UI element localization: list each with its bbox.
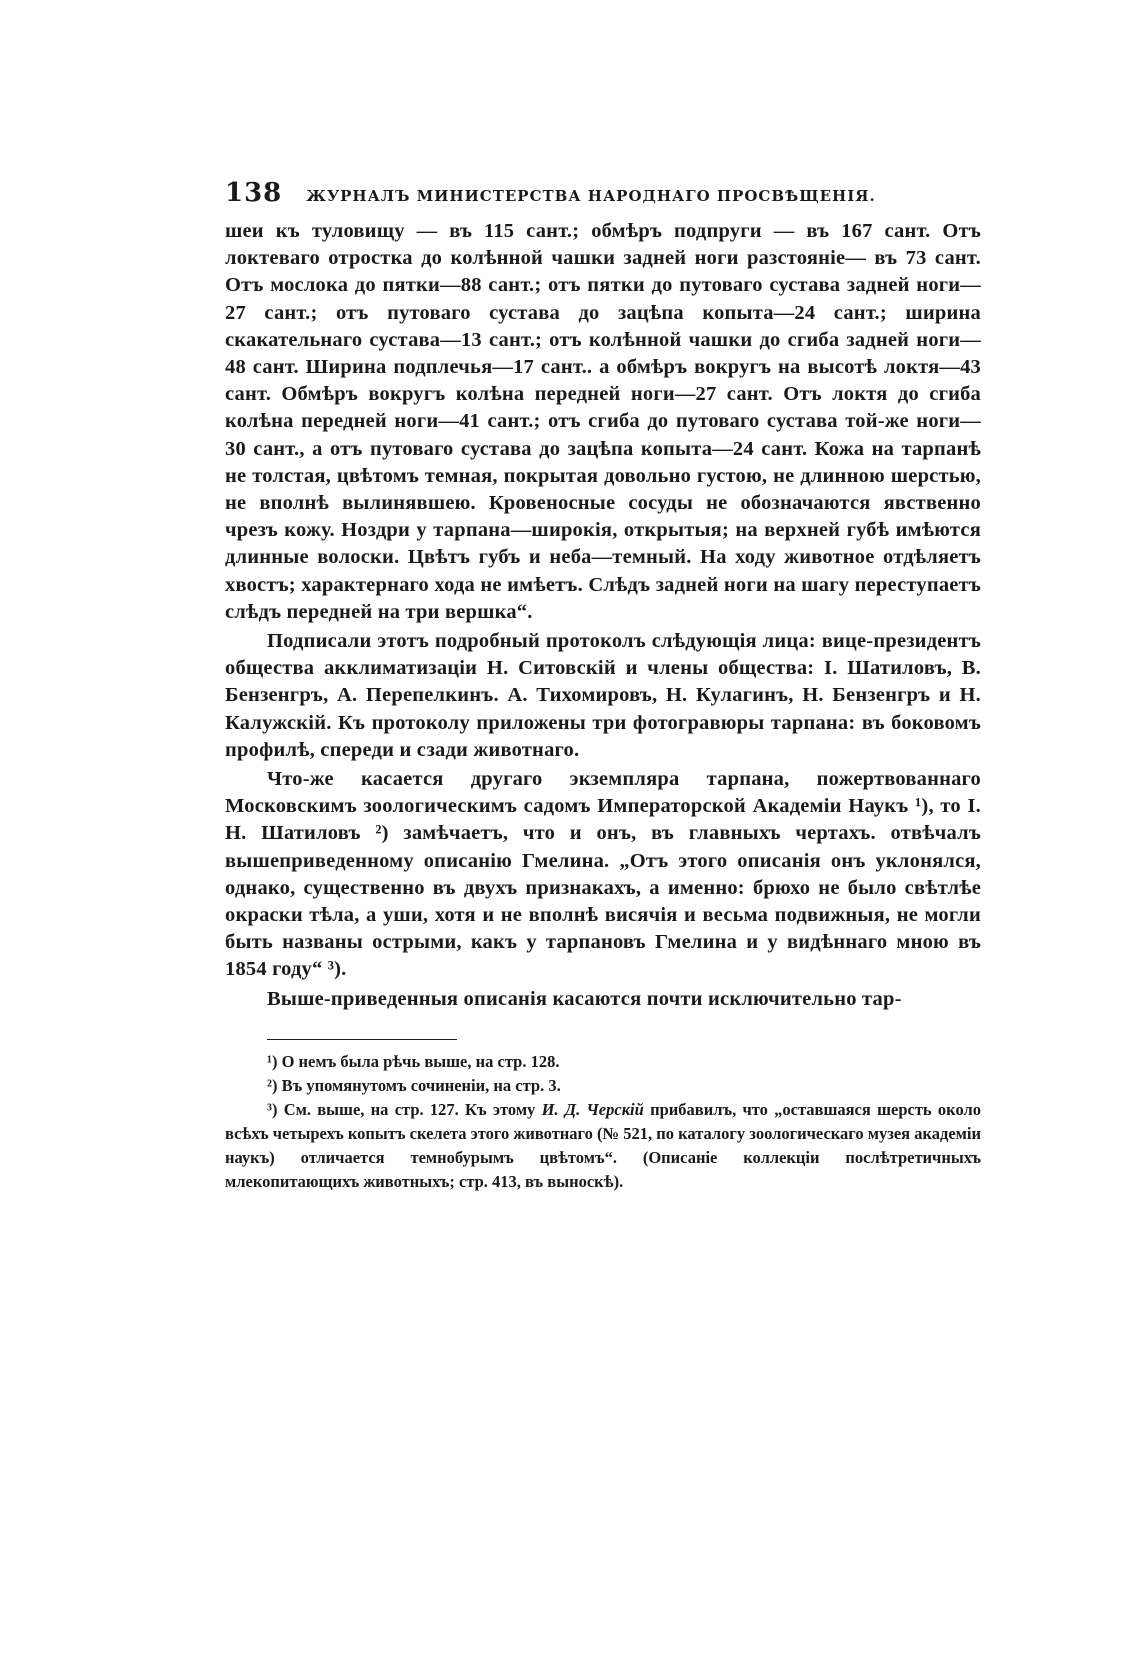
paragraph-continued: шеи къ туловищу — въ 115 сант.; обмѣръ подпруги — въ 167 сант. Отъ локтеваго отростка до колѣнной чашки задней ноги разстояніе— въ 73 сант. Отъ мослока до пятки—88 сант.; отъ пятки до путоваго сустава задней ноги—27 сант.; отъ путоваго сустава до зацѣпа копыта—24 сант.; ширина скакательнаго сустава—13 сант.; отъ колѣнной чашки до сгиба задней ноги—48 сант. Ширина подплечья—17 сант.. а обмѣръ вокругъ на высотѣ локтя—43 сант. Обмѣръ вокругъ колѣна передней ноги—27 сант. Отъ локтя до сгиба колѣна передней ноги—41 сант.; отъ сгиба до путоваго сустава той-же ноги— 30 сант., а отъ путоваго сустава до зацѣпа копыта—24 сант. Кожа на тарпанѣ не толстая, цвѣтомъ темная, покрытая довольно густою, не длинною шерстью, не вполнѣ вылинявшею. Кровеносные сосуды не обозначаются явственно чрезъ кожу. Ноздри у тарпана—широкія, открытыя; на верхней губѣ имѣются длинные волоски. Цвѣтъ губъ и неба—темный. На ходу животное отдѣляетъ хвостъ; характернаго хода не имѣетъ. Слѣдъ задней ноги на шагу переступаетъ слѣдъ передней на три вершка“. xyxy=(225,220,981,623)
running-head xyxy=(225,178,981,218)
journal-title: ЖУРНАЛЪ МИНИСТЕРСТВА НАРОДНАГО ПРОСВѢЩЕНІЯ. xyxy=(306,187,876,205)
footnote-3-start: ³) См. выше, на стр. 127. Къ этому xyxy=(267,1099,542,1119)
paragraph-protocol: Подписали этотъ подробный протоколъ слѣдующія лица: вице-президентъ общества акклиматизаціи Н. Ситовскій и члены общества: I. Шатиловъ, В. Бензенгръ, А. Перепелкинъ. А. Тихомировъ, Н. Кулагинъ, Н. Бензенгръ и Н. Калужскій. Къ протоколу приложены три фотогравюры тарпана: въ боковомъ профилѣ, спереди и сзади животнаго. xyxy=(225,630,981,761)
paragraph-second-specimen: Что-же касается другаго экземпляра тарпана, пожертвованнаго Московскимъ зоологическимъ садомъ Императорской Академіи Наукъ ¹), то I. Н. Шатиловъ ²) замѣчаетъ, что и онъ, въ главныхъ чертахъ. отвѣчалъ вышеприведенному описанію Гмелина. „Отъ этого описанія онъ уклонялся, однако, существенно въ двухъ признакахъ, а именно: брюхо не было свѣтлѣе окраски тѣла, а уши, хотя и не вполнѣ висячія и весьма подвижныя, не могли быть названы острыми, какъ у тарпановъ Гмелина и у видѣннаго мною въ 1854 году“ ³). xyxy=(225,768,981,981)
footnote-2: ²) Въ упомянутомъ сочиненіи, на стр. 3. xyxy=(267,1075,561,1095)
footnote-3-end: прибавилъ, что „оставшаяся шерсть около всѣхъ четырехъ копытъ скелета этого животнаго (№ 521, по каталогу зоологическаго музея академіи наукъ) отличается темнобурымъ цвѣтомъ“. (Описаніе коллекціи послѣтретичныхъ млекопитающихъ животныхъ; стр. 413, въ выноскѣ). xyxy=(225,1099,981,1191)
book-page xyxy=(225,178,981,1194)
page-number: 138 xyxy=(225,178,283,208)
footnotes xyxy=(225,1050,981,1194)
footnote-3 xyxy=(225,1098,981,1194)
footnote-divider xyxy=(267,1039,457,1040)
paragraph-descriptions: Выше-приведенныя описанія касаются почти исключительно тар- xyxy=(267,987,902,1010)
main-text xyxy=(225,218,981,1013)
footnote-3-author: И. Д. Черскій xyxy=(541,1099,644,1119)
footnote-1: ¹) О немъ была рѣчь выше, на стр. 128. xyxy=(267,1051,560,1071)
